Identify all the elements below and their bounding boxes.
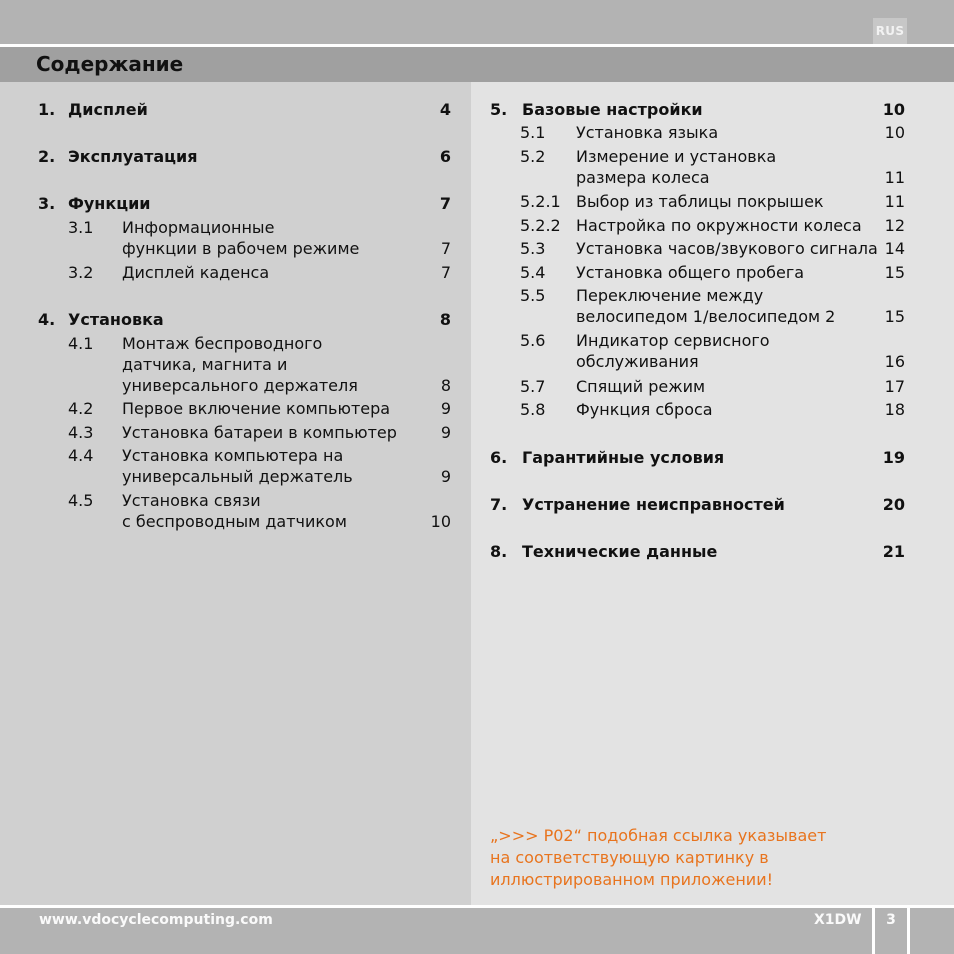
toc-entry-number: 3.2 (68, 263, 94, 282)
toc-entry-page: 4 (439, 100, 451, 119)
toc-entry-number: 5.1 (520, 123, 546, 142)
toc-entry-number: 4.4 (68, 446, 94, 465)
toc-entry-page: 16 (884, 352, 905, 371)
language-label: RUS (875, 24, 905, 38)
toc-entry-page: 6 (439, 147, 451, 166)
toc-entry-title: Первое включение компьютера (122, 399, 391, 418)
toc-entry-title: Установка батареи в компьютер (122, 423, 397, 442)
toc-entry-number: 4.2 (68, 399, 94, 418)
toc-entry-page: 19 (882, 448, 905, 467)
toc-entry-number: 5.2 (520, 147, 546, 166)
toc-entry-page: 7 (440, 239, 451, 258)
toc-entry-number: 5.2.1 (520, 192, 561, 211)
toc-entry-title: Настройка по окружности колеса (576, 216, 862, 235)
toc-entry-number: 2. (38, 147, 56, 166)
toc-entry-page: 15 (884, 263, 905, 282)
toc-entry-number: 7. (490, 495, 508, 514)
toc-entry-page: 7 (439, 194, 451, 213)
toc-entry-title: Устранение неисправностей (522, 495, 785, 514)
toc-entry-page: 9 (440, 467, 451, 486)
toc-entry-title: Базовые настройки (522, 100, 703, 119)
toc-entry-number: 4.1 (68, 334, 94, 353)
toc-entry-title: Переключение между велосипедом 1/велосипедом 2 (576, 286, 836, 326)
toc-entry-page: 10 (884, 123, 905, 142)
toc-entry-page: 20 (882, 495, 905, 514)
toc-entry-title: Измерение и установка размера колеса (576, 147, 777, 187)
toc-entry-title: Дисплей каденса (122, 263, 270, 282)
toc-entry-number: 5.5 (520, 286, 546, 305)
toc-entry-number: 8. (490, 542, 508, 561)
toc-entry-page: 8 (440, 376, 451, 395)
toc-entry-title: Установка часов/звукового сигнала (576, 239, 878, 258)
toc-entry-title: Функция сброса (576, 400, 713, 419)
toc-entry-number: 3.1 (68, 218, 94, 237)
footer-separator (907, 908, 910, 954)
toc-entry-page: 11 (884, 168, 905, 187)
toc-entry-number: 5.3 (520, 239, 546, 258)
toc-entry-page: 14 (884, 239, 905, 258)
toc-entry-title: Эксплуатация (68, 147, 198, 166)
toc-entry-number: 6. (490, 448, 508, 467)
toc-entry-number: 5. (490, 100, 508, 119)
toc-entry-page: 15 (884, 307, 905, 326)
toc-entry-number: 5.2.2 (520, 216, 561, 235)
toc-entry-title: Установка языка (576, 123, 719, 142)
toc-entry-page: 9 (440, 399, 451, 418)
footer-model: X1DW (814, 912, 862, 928)
toc-entry-page: 18 (884, 400, 905, 419)
toc-entry-title: Установка общего пробега (576, 263, 805, 282)
page-title: Содержание (36, 52, 184, 76)
toc-entry-title: Установка (68, 310, 164, 329)
toc-entry-number: 4.3 (68, 423, 94, 442)
toc-entry-number: 4.5 (68, 491, 94, 510)
toc-entry-page: 8 (439, 310, 451, 329)
toc-entry-page: 10 (430, 512, 451, 531)
footer-url[interactable]: www.vdocyclecomputing.com (39, 912, 273, 928)
toc-entry-title: Функции (68, 194, 151, 213)
toc-entry-page: 11 (884, 192, 905, 211)
toc-entry-title: Технические данные (522, 542, 718, 561)
toc-entry-number: 5.7 (520, 377, 546, 396)
toc-entry-title: Гарантийные условия (522, 448, 725, 467)
toc-entry-number: 5.6 (520, 331, 546, 350)
toc-entry-title: Индикатор сервисного обслуживания (576, 331, 770, 371)
page-number: 3 (886, 912, 896, 928)
toc-entry-page: 17 (884, 377, 905, 396)
reference-note: „>>> P02“ подобная ссылка указывает на соответствующую картинку в иллюстрированном приложении! (490, 826, 827, 889)
toc-entry-title: Информационные функции в рабочем режиме (122, 218, 360, 258)
toc-entry-title: Монтаж беспроводного датчика, магнита и универсального держателя (122, 334, 358, 395)
top-bar (0, 0, 954, 44)
toc-entry-page: 9 (440, 423, 451, 442)
toc-entry-number: 3. (38, 194, 56, 213)
toc-entry-title: Дисплей (68, 100, 148, 119)
toc-entry-number: 1. (38, 100, 56, 119)
toc-entry-page: 7 (440, 263, 451, 282)
toc-entry-title: Спящий режим (576, 377, 706, 396)
toc-entry-page: 21 (882, 542, 905, 561)
toc-entry-page: 12 (884, 216, 905, 235)
toc-entry-title: Выбор из таблицы покрышек (576, 192, 824, 211)
toc-entry-page: 10 (882, 100, 905, 119)
toc-entry-number: 5.4 (520, 263, 546, 282)
toc-entry-title: Установка связи с беспроводным датчиком (122, 491, 347, 531)
toc-entry-title: Установка компьютера на универсальный держатель (122, 446, 353, 486)
toc-entry-number: 4. (38, 310, 56, 329)
toc-entry-number: 5.8 (520, 400, 546, 419)
